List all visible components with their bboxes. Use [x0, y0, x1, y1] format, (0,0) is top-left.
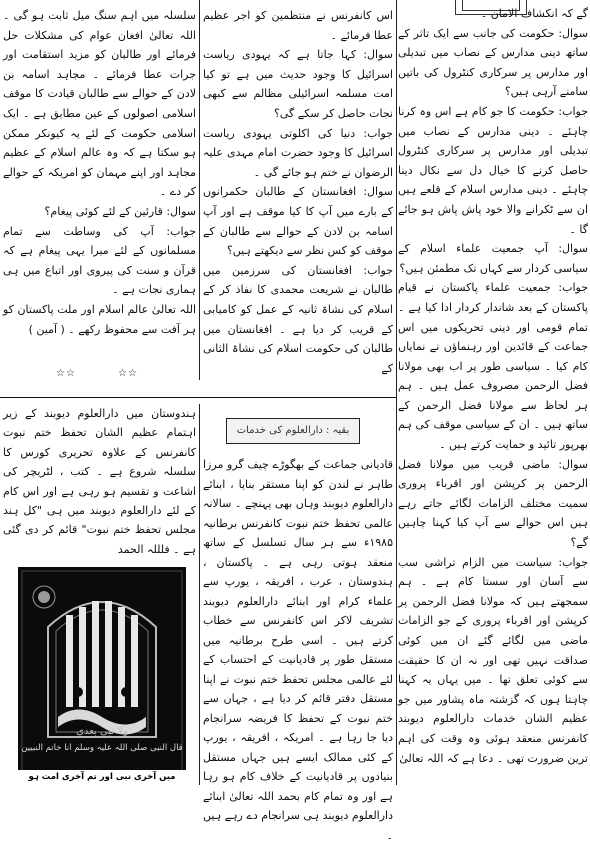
paragraph: سوال: قارئین کے لئے کوئی پیغام؟ [44, 204, 196, 218]
column-rule-right [396, 0, 397, 785]
paragraph: جواب: جمعیت علماء پاکستان نے قیام پاکستان کے بعد شاندار کردار ادا کیا ہے ۔ تمام قومی اور دینی تحریکوں میں اس جماعت کے قائدین اور رہنماؤں نے نمایاں کام کیا ۔ سیاسی طور پر اب بھی مولانا فضل الرحمن مصروف عمل ہیں ۔ ہم ہر لحاظ سے مولانا فضل الرحمن کے ساتھ ہیں ۔ ان کے سیاسی موقف کی ہم بھرپور تائید و حمایت کرتے ہیں ۔ [398, 281, 588, 452]
paragraph: اس کانفرنس نے منتظمین کو اجر عظیم عطا فرمائے ۔ [203, 9, 393, 42]
advert-slogan: میں آخری نبی اور تم آخری امت ہو [18, 770, 186, 784]
star-separator-middle: ☆☆ [118, 368, 138, 379]
notice-text: ہندوستان میں دارالعلوم دیوبند کے زیر اہتمام عظیم الشان تحفظ ختم نبوت کانفرنس کے علاوہ تحریری کورس کا سلسلہ شروع ہے ۔ کتب ، لٹریچر کی اشاعت و تقسیم ہو رہی ہے اور اس کام کے لئے دارالعلوم دیوبند میں ہی "کل ہند مجلس تحفظ ختم نبوت" قائم کر دی گئی ہے ۔ فلللہ الحمد [3, 407, 196, 556]
star-separator-left: ☆☆ [56, 368, 76, 379]
khatm-e-nabuwat-advert [18, 567, 186, 781]
advert-calligraphy-text: ولا نبی بعدی [76, 726, 128, 737]
paragraph: جواب: سیاست میں الزام تراشی سب سے آسان اور سستا کام ہے ۔ ہم سمجھتے ہیں کہ مولانا فضل الرحمن پر کرپشن اور اقرباء پروری کے جو الزامات ماضی میں لگائے گئے ان میں کوئی صداقت نہیں تھی اور نہ ان کا حقیقت سے کوئی تعلق تھا ۔ میں یہاں یہ کہنا چاہتا ہوں کہ گزشتہ ماہ پشاور میں جو عظیم الشان خدمات دارالعلوم دیوبند کانفرنس منعقد ہوئی وہ وقت کی اہم ترین ضرورت تھی ۔ دعا ہے کہ اللہ تعالیٰ [398, 555, 588, 765]
column-rule-left-lower [199, 404, 200, 785]
paragraph: سوال: آپ جمعیت علماء اسلام کے سیاسی کردار سے کہاں تک مطمئن ہیں؟ [398, 242, 588, 275]
column-rule-left [199, 0, 200, 380]
paragraph: سوال: حکومت کی جانب سے ایک تاثر کے ساتھ دینی مدارس کے نصاب میں تبدیلی اور مدارس پر سرکاری کنٹرول کی باتیں سامنے آرہی ہیں؟ [398, 26, 588, 99]
continued-label: بقیہ : دارالعلوم کی خدمات [226, 418, 360, 444]
paragraph: سلسلہ میں اہم سنگ میل ثابت ہو گی ۔ اللہ تعالیٰ افغان عوام کی مشکلات حل فرمائے اور طالبان کو مزید استقامت اور جرات عطا فرمائے ۔ مجاہد اسامہ بن لادن کے حوالے سے طالبان قیادت کا موقف اسلامی اصولوں کے عین مطابق ہے ۔ ایک اسلامی حکومت کے لئے یہ کیونکر ممکن ہو سکتا ہے کہ وہ عالم اسلام کے عظیم مجاہد اور اپنے مہمان کو امریکہ کے حوالے کر دے ۔ [3, 9, 196, 199]
paragraph: جواب: افغانستان کی سرزمین میں طالبان نے شریعت محمدی کا نفاذ کر کے اسلام کی نشاۃ ثانیہ کے عمل کو کامیابی کے قریب کر دیا ہے ۔ افغانستان میں طالبان کی حکومت اسلام کی نشاۃ الثانی کے [203, 263, 393, 375]
continued-article: قادیانی جماعت کے بھگوڑے چیف گرو مرزا طاہر نے لندن کو اپنا مستقر بنایا ، ابنائے دارالعلوم دیوبند وہاں بھی پہنچے ۔ سالانہ عالمی تحفظ ختم نبوت کانفرنس برطانیہ ۱۹۸۵ء سے ہر سال تسلسل کے ساتھ منعقد ہوتی رہی ہے ۔ پاکستان ، ہندوستان ، عرب ، افریقہ ، یورپ سے علماء کرام اور ابنائے دارالعلوم دیوبند تشریف لاکر اس کانفرنس سے خطاب کرتے ہیں ۔ اسی طرح برطانیہ میں مستقل طور پر قادیانیت کے احتساب کے لئے عالمی مجلس تحفظ ختم نبوت نے اپنا مستقل دفتر قائم کر دیا ہے ، جہاں سے ختم نبوت کے تحفظ کا فریضہ سرانجام دیا جا رہا ہے ۔ امریکہ ، افریقہ ، یورپ کے کئی ممالک ایسے ہیں جہاں مستقل بنیادوں پر قادیانیت کے خلاف کام ہو رہا ہے اور وہ تمام کام بحمد اللہ تعالیٰ ابنائے دارالعلوم دیوبند ہی سرانجام دے رہے ہیں ۔ [203, 458, 393, 842]
paragraph: جواب: آپ کی وساطت سے تمام مسلمانوں کے لئے میرا یہی پیغام ہے کہ قرآن و سنت کی پیروی اور اتباع میں ہی ہماری نجات ہے ۔ [3, 224, 196, 297]
section-divider [0, 397, 396, 398]
paragraph: سوال: کہا جاتا ہے کہ یہودی ریاست اسرائیل کا وجود حدیث میں ہے تو کیا امت مسلمہ اسرائیلی مظالم سے کبھی نجات حاصل کر سکے گی؟ [203, 48, 393, 120]
article-column-right [398, 4, 588, 784]
paragraph: سوال: ماضی قریب میں مولانا فضل الرحمن پر کرپشن اور اقرباء پروری سمیت مختلف الزامات لگائے جاتے رہے ہیں اس حوالے سے آپ کیا کہنا چاہیں گے؟ [398, 457, 588, 550]
paragraph: جواب: حکومت کا جو کام ہے اس وہ کرنا چاہئے ۔ دینی مدارس کے نصاب میں تبدیلی اور مدارس پر سرکاری کنٹرول حاصل کرنے کا خیال دل سے نکال دینا چاہئے ۔ دینی مدارس اسلام کے قلعے ہیں ان سے ٹکرانے والا خود پاش پاش ہو جائے گا ۔ [398, 104, 588, 236]
paragraph: اللہ تعالیٰ عالم اسلام اور ملت پاکستان کو ہر آفت سے محفوظ رکھے ۔ ( آمین ) [3, 302, 196, 336]
paragraph: سوال: افغانستان کے طالبان حکمرانوں کے بارے میں آپ کا کیا موقف ہے اور آپ اسامہ بن لادن کے حوالے سے طالبان کے موقف کو کس نظر سے دیکھتے ہیں؟ [203, 185, 393, 258]
paragraph: گے کہ انکشاف الامان ۔ [480, 7, 588, 20]
advert-caption: قال النبی صلی اللہ علیہ وسلم انا خاتم النبیین [21, 743, 183, 753]
article-column-middle [203, 6, 393, 386]
paragraph: جواب: دنیا کی اکلوتی یہودی ریاست اسرائیل کا وجود حضرت امام مہدی علیہ الرضوان نے ختم ہو جائے گی ۔ [203, 126, 393, 179]
article-column-left [3, 6, 196, 376]
